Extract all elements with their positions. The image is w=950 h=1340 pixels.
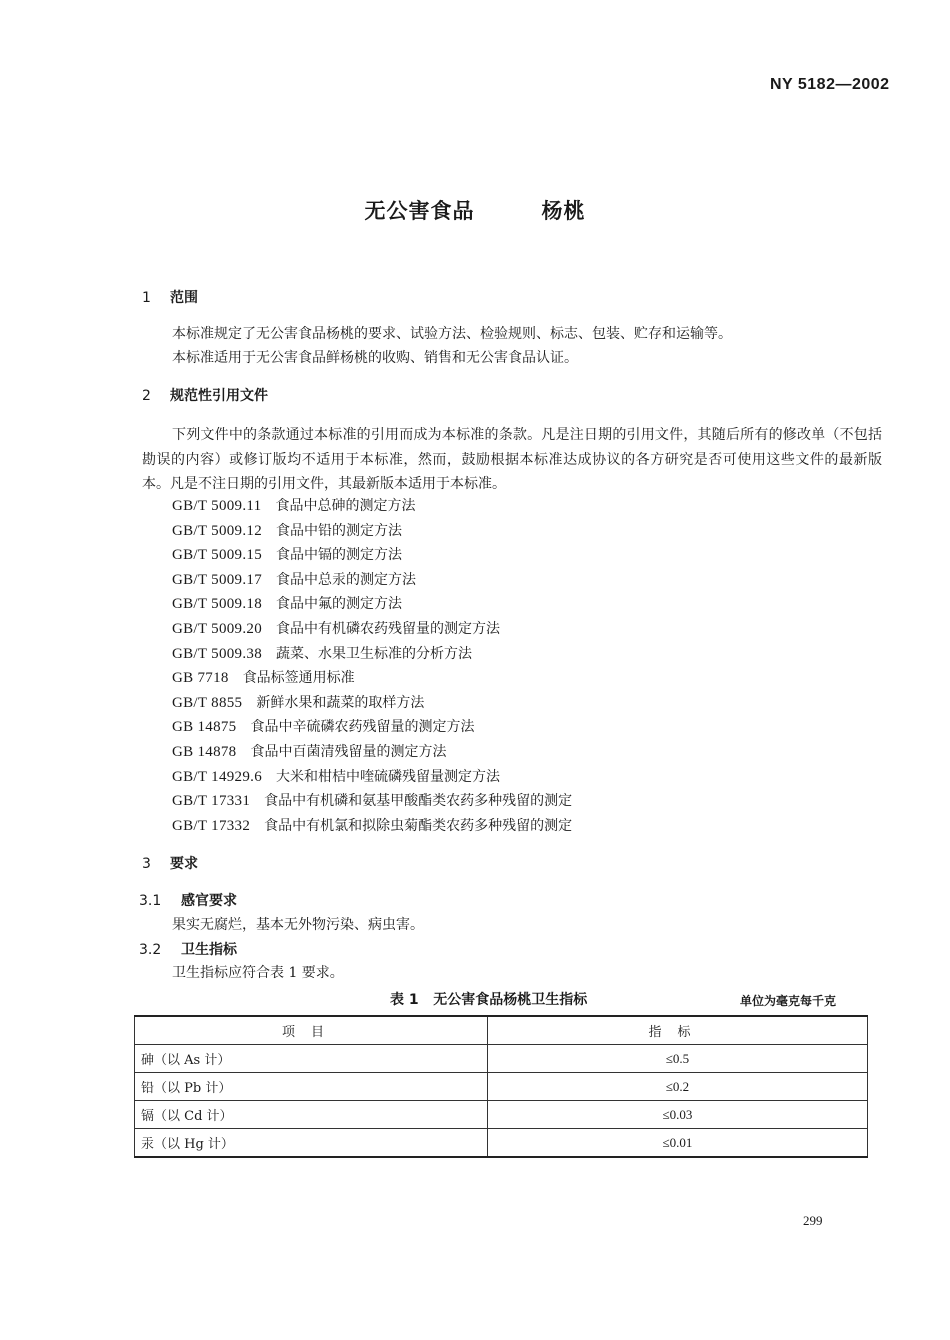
reference-item [172,765,572,790]
reference-title: 食品中总砷的测定方法 [275,498,416,514]
reference-title: 食品中有机氯和拟除虫菊酯类农药多种残留的测定 [264,817,573,834]
reference-item [172,642,572,667]
section-3-number: 3 [142,856,151,872]
section-3-1-heading [139,890,237,910]
table-cell-value: ≤0.01 [488,1129,868,1158]
reference-code: GB/T 17331 [172,793,251,810]
reference-code: GB/T 8855 [172,694,243,711]
reference-title: 食品中有机磷和氨基甲酸酯类农药多种残留的测定 [264,793,573,810]
section-3-2-title: 卫生指标 [181,942,237,958]
table-header-item: 项目 [135,1016,488,1045]
reference-title: 食品中总汞的测定方法 [276,571,416,588]
reference-item [172,617,572,642]
reference-item [172,740,572,765]
section-1-heading [142,287,198,307]
reference-item [172,715,572,740]
section-1-paragraph-1: 本标准规定了无公害食品杨桃的要求、试验方法、检验规则、标志、包装、贮存和运输等。 [172,326,732,342]
hygiene-index-table [134,1015,868,1158]
reference-item [172,543,572,568]
reference-code: GB/T 5009.18 [172,596,262,613]
reference-item [172,494,572,519]
reference-title: 食品中百菌清残留量的测定方法 [250,743,447,760]
table-row [135,1045,868,1073]
reference-item [172,568,572,593]
table-row [135,1129,868,1158]
reference-item [172,691,572,716]
section-3-1-number: 3.1 [139,893,162,909]
reference-code: GB/T 5009.15 [172,547,262,564]
section-3-2-number: 3.2 [139,942,162,958]
reference-list [172,494,572,838]
table-header-row [135,1016,868,1045]
section-3-2-text: 卫生指标应符合表 1 要求。 [172,965,344,981]
section-3-1-title: 感官要求 [181,893,237,909]
reference-code: GB/T 17332 [172,817,251,834]
reference-title: 大米和柑桔中喹硫磷残留量测定方法 [276,768,500,785]
section-2-number: 2 [142,388,151,404]
reference-item [172,592,572,617]
standard-number: NY 5182—2002 [770,76,890,93]
table-cell-item: 汞（以 Hg 计） [135,1129,488,1158]
section-2-intro: 下列文件中的条款通过本标准的引用而成为本标准的条款。凡是注日期的引用文件，其随后所有的修改单（不包括勘误的内容）或修订版均不适用于本标准，然而，鼓励根据本标准达成协议的各方研究是否可使用这些文件的最新版本。凡是不注日期的引用文件，其最新版本适用于本标准。 [142,427,882,492]
reference-item [172,814,572,839]
section-3-1-text: 果实无腐烂，基本无外物污染、病虫害。 [172,917,424,933]
reference-title: 蔬菜、水果卫生标准的分析方法 [276,645,472,662]
table-cell-value: ≤0.03 [488,1101,868,1129]
reference-title: 食品中镉的测定方法 [276,547,402,564]
reference-title: 食品中氟的测定方法 [276,596,402,613]
reference-code: GB/T 5009.17 [172,571,262,588]
table-1-caption: 表 1 无公害食品杨桃卫生指标 [390,992,588,1008]
table-cell-value: ≤0.2 [488,1073,868,1101]
reference-code: GB/T 14929.6 [172,768,262,785]
reference-title: 食品中铅的测定方法 [276,522,402,539]
reference-code: GB/T 5009.38 [172,645,262,662]
section-2-title: 规范性引用文件 [170,388,268,404]
table-cell-item: 镉（以 Cd 计） [135,1101,488,1129]
section-1-title: 范围 [170,290,198,306]
section-2-heading [142,385,268,405]
reference-title: 食品中辛硫磷农药残留量的测定方法 [250,719,475,736]
section-3-title: 要求 [170,856,198,872]
reference-title: 食品中有机磷农药残留量的测定方法 [276,620,500,637]
page-number: 299 [803,1213,823,1228]
reference-title: 食品标签通用标准 [242,670,355,687]
table-row [135,1073,868,1101]
reference-title: 新鲜水果和蔬菜的取样方法 [256,694,425,711]
reference-code: GB/T 5009.20 [172,620,262,637]
section-1-number: 1 [142,290,151,306]
section-1-paragraph-2: 本标准适用于无公害食品鲜杨桃的收购、销售和无公害食品认证。 [172,350,578,366]
table-1-unit: 单位为毫克每千克 [740,994,837,1008]
reference-code: GB/T 5009.11 [172,498,262,514]
table-row [135,1101,868,1129]
reference-code: GB 7718 [172,670,229,687]
section-3-heading [142,853,198,873]
reference-code: GB 14878 [172,743,237,760]
table-cell-item: 铅（以 Pb 计） [135,1073,488,1101]
document-title: 无公害食品 杨桃 [364,199,586,223]
section-3-2-heading [139,939,237,959]
table-cell-value: ≤0.5 [488,1045,868,1073]
table-cell-item: 砷（以 As 计） [135,1045,488,1073]
reference-code: GB/T 5009.12 [172,522,262,539]
table-header-index: 指标 [488,1016,868,1045]
reference-code: GB 14875 [172,719,237,736]
reference-item [172,519,572,544]
reference-item [172,666,572,691]
reference-item [172,789,572,814]
